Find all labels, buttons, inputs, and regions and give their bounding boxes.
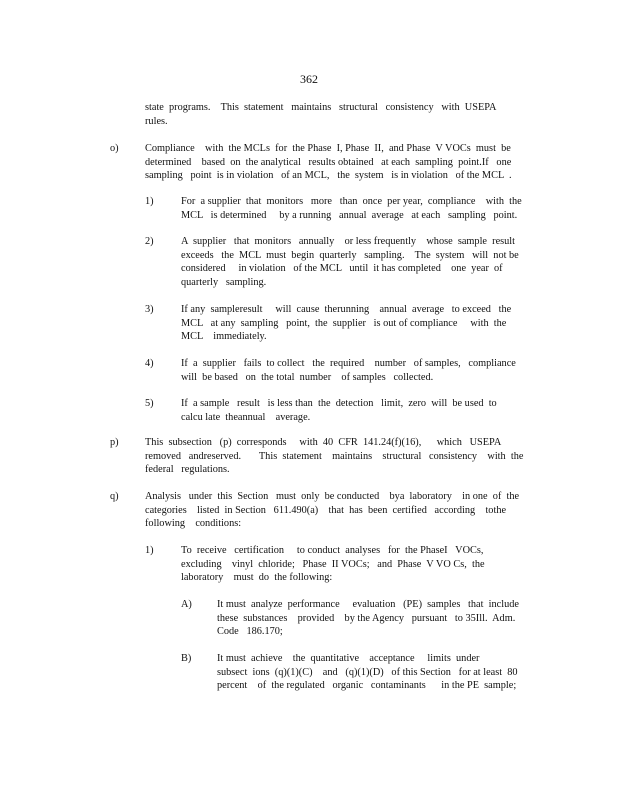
text-line: If a sample result is less than the detection limit, zero will be used to	[181, 398, 497, 409]
item-label-q-1: 1)	[145, 545, 154, 556]
text-line: For a supplier that monitors more than once per year, compliance with the	[181, 196, 522, 207]
item-q-1-b-text	[217, 652, 518, 693]
item-q-1-text	[181, 544, 485, 585]
subsection-label-q: q)	[110, 491, 119, 502]
text-line: these substances provided by the Agency pursuant to 35Ill. Adm.	[217, 612, 516, 624]
text-line: If a supplier fails to collect the required number of samples, compliance	[181, 358, 516, 369]
text-line: federal regulations.	[145, 464, 230, 476]
text-line: MCL immediately.	[181, 331, 267, 343]
item-label-q-1-b: B)	[181, 653, 192, 664]
item-label-o-1: 1)	[145, 196, 154, 207]
subsection-o-text	[145, 142, 512, 183]
subsection-label-p: p)	[110, 437, 119, 448]
item-o-2-text	[181, 235, 519, 289]
text-line: It must analyze performance evaluation (PE) samples that include	[217, 599, 519, 610]
text-line: Compliance with the MCLs for the Phase I, Phase II, and Phase V VOCs must be	[145, 143, 511, 154]
subsection-label-o: o)	[110, 143, 119, 154]
subsection-q-text	[145, 490, 519, 531]
item-label-q-1-a: A)	[181, 599, 192, 610]
text-line: sampling point is in violation of an MCL, the system is in violation of the MCL .	[145, 170, 512, 182]
text-line: calcu late theannual average.	[181, 411, 311, 423]
text-line: percent of the regulated organic contaminants in the PE sample;	[217, 680, 517, 692]
text-line: A supplier that monitors annually or less frequently whose sample result	[181, 236, 516, 247]
text-line: removed andreserved. This statement maintains structural consistency with the	[145, 450, 524, 462]
text-line: rules.	[145, 115, 168, 127]
text-line: laboratory must do the following:	[181, 572, 333, 584]
item-label-o-2: 2)	[145, 236, 154, 247]
text-line: It must achieve the quantitative acceptance limits under	[217, 653, 480, 664]
text-line: state programs. This statement maintains structural consistency with USEPA	[145, 102, 497, 113]
text-line: quarterly sampling.	[181, 276, 267, 288]
item-o-5-text	[181, 397, 497, 424]
item-q-1-a-text	[217, 598, 519, 639]
page-number: 362	[300, 72, 318, 86]
item-o-4-text	[181, 357, 516, 384]
subsection-p-text	[145, 436, 523, 477]
text-line: considered in violation of the MCL until it has completed one year of	[181, 263, 503, 275]
text-line: will be based on the total number of samples collected.	[181, 371, 434, 383]
text-line: subsect ions (q)(1)(C) and (q)(1)(D) of this Section for at least 80	[217, 666, 518, 678]
text-line: If any sampleresult will cause therunning annual average to exceed the	[181, 304, 512, 315]
text-line: determined based on the analytical results obtained at each sampling point.If one	[145, 156, 512, 168]
text-line: MCL is determined by a running annual average at each sampling point.	[181, 209, 518, 221]
text-line: To receive certification to conduct analyses for the PhaseI VOCs,	[181, 545, 484, 556]
text-line: excluding vinyl chloride; Phase II VOCs; and Phase V VO Cs, the	[181, 558, 485, 570]
text-line: following conditions:	[145, 518, 242, 530]
item-label-o-5: 5)	[145, 398, 154, 409]
item-o-3-text	[181, 303, 511, 344]
paragraph-continuation	[145, 101, 496, 128]
item-o-1-text	[181, 195, 522, 222]
text-line: categories listed in Section 611.490(a) that has been certified according tothe	[145, 504, 507, 516]
text-line: Code 186.170;	[217, 626, 283, 638]
text-line: exceeds the MCL must begin quarterly sampling. The system will not be	[181, 249, 519, 261]
item-label-o-3: 3)	[145, 304, 154, 315]
text-line: This subsection (p) corresponds with 40 CFR 141.24(f)(16), which USEPA	[145, 437, 502, 448]
text-line: Analysis under this Section must only be conducted bya laboratory in one of the	[145, 491, 520, 502]
item-label-o-4: 4)	[145, 358, 154, 369]
text-line: MCL at any sampling point, the supplier is out of compliance with the	[181, 317, 507, 329]
